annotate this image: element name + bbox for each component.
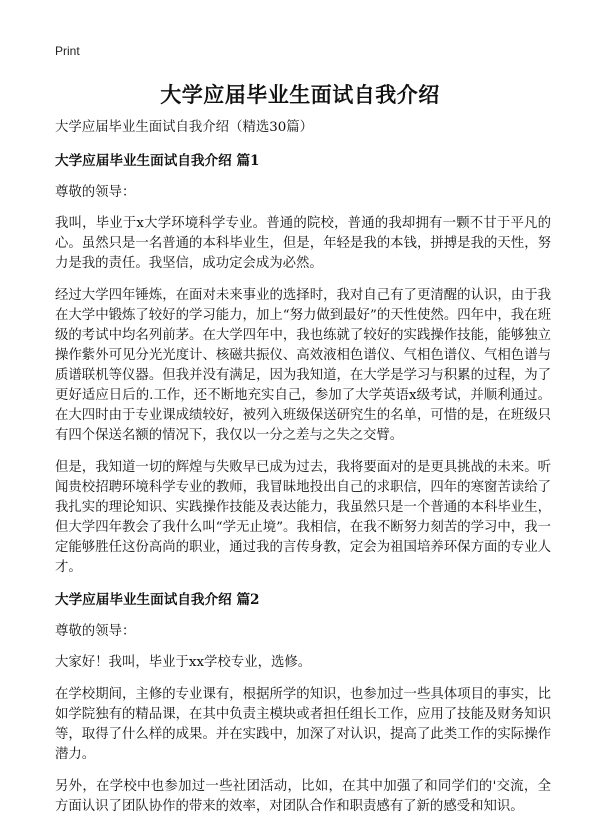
- section-2-paragraph: 另外，在学校中也参加过一些社团活动，比如，在其中加强了和同学们的'交流，全方面认识了团队协作的带来的效率，对团队合作和职责感有了新的感受和知识。: [55, 779, 551, 814]
- section-2-paragraph: 大家好！我叫，毕业于xx学校专业，选修。: [55, 655, 312, 670]
- section-1-paragraph: 但是，我知道一切的辉煌与失败早已成为过去，我将要面对的是更具挑战的未来。听闻贵校招聘环境科学专业的教师，我冒昧地投出自己的求职信，四年的寒窗苦读给了我扎实的理论知识、实践操作技能及表达能力，我虽然只是一个普通的本科毕业生，但大学四年教会了我什么叫“学无止境”。我相信，在我不断努力刻苦的学习中，我一定能够胜任这份高尚的职业，通过我的言传身教，定会为祖国培养环保方面的专业人才。: [55, 460, 551, 575]
- section-2-greeting: 尊敬的领导：: [55, 624, 136, 639]
- section-1-paragraph: 我叫，毕业于x大学环境科学专业。普通的院校，普通的我却拥有一颗不甘于平凡的心。虽然只是一名普通的本科毕业生，但是，年轻是我的本钱，拼搏是我的天性，努力是我的责任。我坚信，成功定会成为必然。: [55, 216, 551, 271]
- section-1-paragraph: 经过大学四年锤炼，在面对未来事业的选择时，我对自己有了更清醒的认识，由于我在大学中锻炼了较好的学习能力，加上“努力做到最好”的天性使然。四年中，我在班级的考试中均名列前茅。在大学四年中，我也练就了较好的实践操作技能，能够独立操作紫外可见分光光度计、核磁共振仪、高效液相色谱仪、气相色谱仪、气相色谱与质谱联机等仪器。但我并没有满足，因为我知道，在大学是学习与积累的过程，为了更好适应日后的.工作，还不断地充实自己，参加了大学英语x级考试，并顺利通过。在大四时由于专业课成绩较好，被列入班级保送研究生的名单，可惜的是，在班级只有四个保送名额的情况下，我仅以一分之差与之失之交臂。: [55, 288, 551, 443]
- section-heading-1: 大学应届毕业生面试自我介绍 篇1: [55, 153, 260, 169]
- print-link[interactable]: Print: [55, 44, 80, 58]
- section-2-paragraph: 在学校期间，主修的专业课有，根据所学的知识，也参加过一些具体项目的事实，比如学院独有的精品课，在其中负责主模块或者担任组长工作，应用了技能及财务知识等，取得了什么样的成果。并在实践中，加深了对认识，提高了此类工作的实际操作潜力。: [55, 687, 551, 762]
- document-subtitle: 大学应届毕业生面试自我介绍（精选30篇）: [55, 120, 314, 135]
- page-title: 大学应届毕业生面试自我介绍: [160, 82, 440, 107]
- section-heading-2: 大学应届毕业生面试自我介绍 篇2: [55, 592, 260, 608]
- section-1-greeting: 尊敬的领导：: [55, 185, 136, 200]
- document-body: [55, 118, 551, 829]
